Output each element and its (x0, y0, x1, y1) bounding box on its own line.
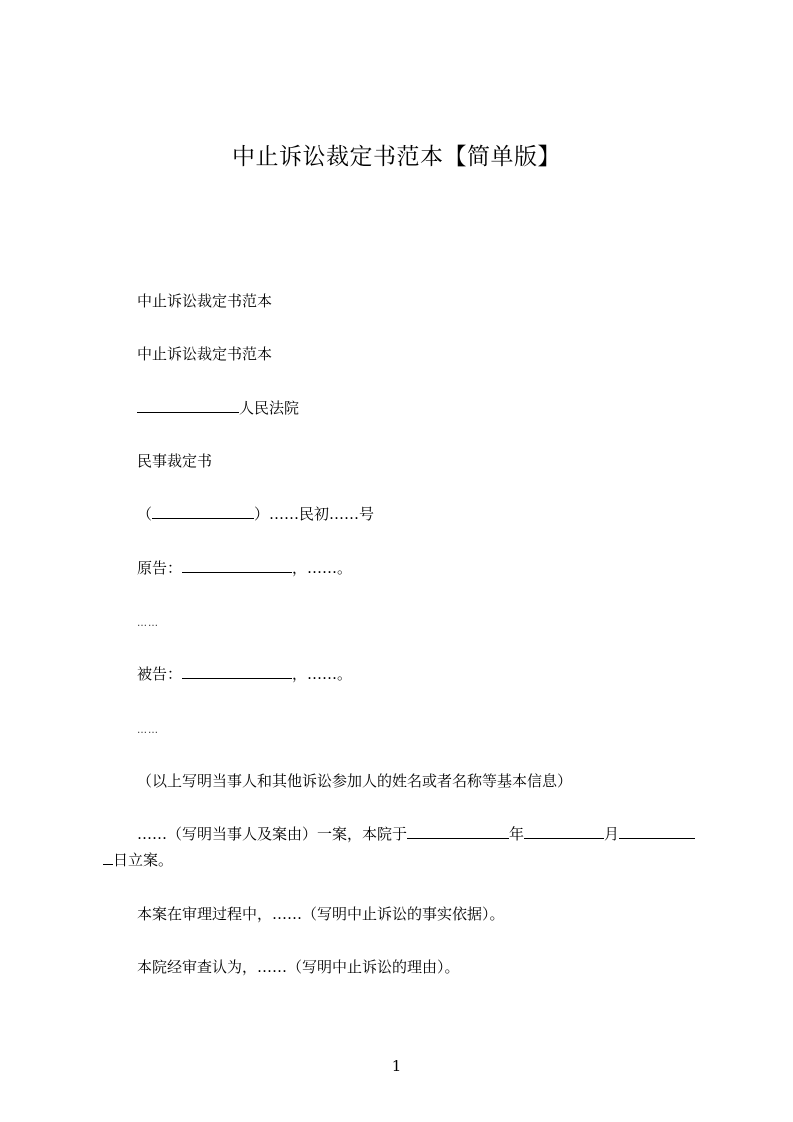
case-number-open: （ (137, 505, 153, 523)
filing-lead: ……（写明当事人及案由）一案，本院于 (137, 825, 408, 843)
filing-month-label: 月 (604, 825, 620, 843)
filing-line-continued (103, 850, 173, 870)
plaintiff-label: 原告： (137, 559, 183, 577)
court-blank (137, 398, 239, 413)
document-type-line: 民事裁定书 (137, 452, 213, 470)
ellipsis-line-1: …… (137, 618, 159, 629)
defendant-blank (182, 664, 292, 679)
filing-year-label: 年 (509, 825, 525, 843)
defendant-label: 被告： (137, 665, 183, 683)
court-suffix: 人民法院 (239, 399, 300, 417)
defendant-tail: ，……。 (292, 665, 353, 683)
defendant-line (137, 664, 352, 684)
filing-day-blank-continued (103, 850, 113, 865)
filing-day-label: 日立案。 (113, 851, 174, 869)
reason-line: 本院经审查认为，……（写明中止诉讼的理由）。 (137, 958, 460, 976)
filing-month-blank (524, 824, 604, 839)
plaintiff-blank (182, 558, 292, 573)
party-note-line: （以上写明当事人和其他诉讼参加人的姓名或者名称等基本信息） (137, 772, 573, 790)
filing-year-blank (407, 824, 509, 839)
case-number-line (137, 504, 374, 524)
heading-line-2: 中止诉讼裁定书范本 (137, 345, 273, 363)
filing-line (137, 824, 695, 844)
case-year-blank (152, 504, 254, 519)
court-name-line (137, 398, 299, 418)
heading-line-1: 中止诉讼裁定书范本 (137, 292, 273, 310)
fact-line: 本案在审理过程中，……（写明中止诉讼的事实依据）。 (137, 905, 505, 923)
plaintiff-tail: ，……。 (292, 559, 353, 577)
page-number: 1 (391, 1057, 402, 1075)
document-title: 中止诉讼裁定书范本【简单版】 (232, 144, 561, 170)
plaintiff-line (137, 558, 352, 578)
ellipsis-line-2: …… (137, 725, 159, 736)
case-number-close: ）……民初……号 (254, 505, 375, 523)
filing-day-blank (619, 824, 695, 839)
